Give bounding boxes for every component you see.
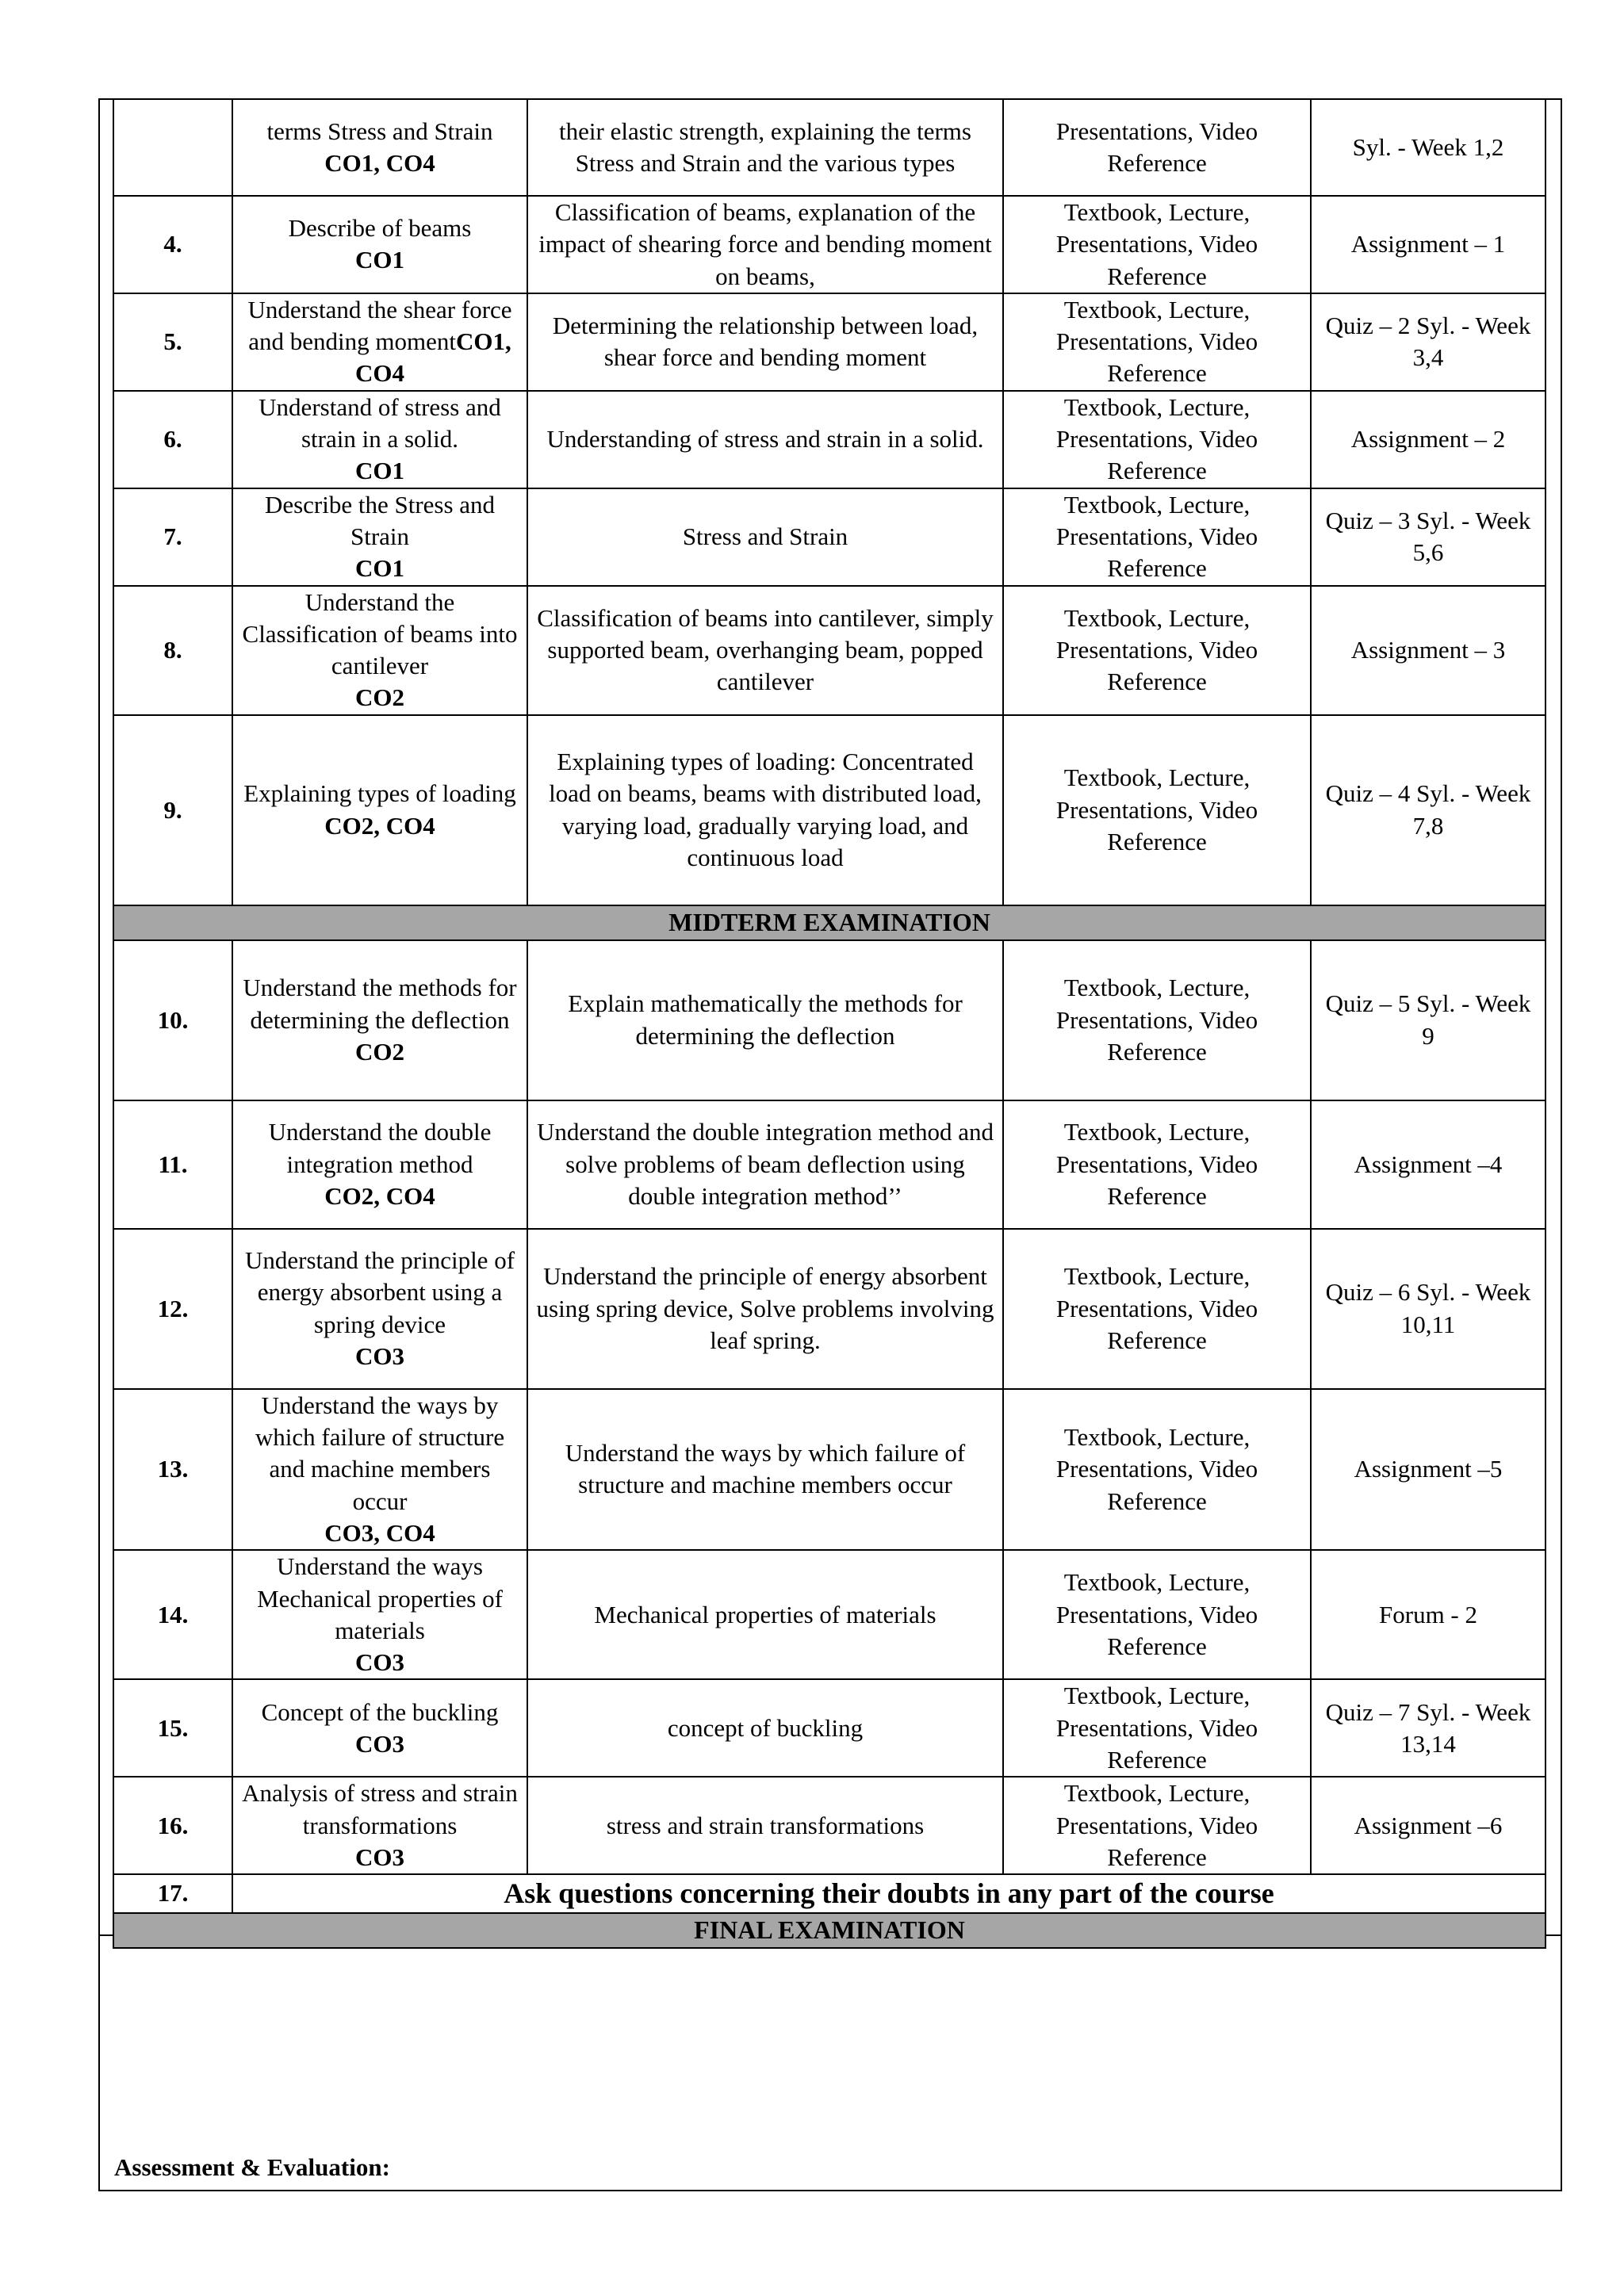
table-row [113, 99, 1545, 196]
topic-text: Understand the double integration method [268, 1118, 492, 1178]
final-label: FINAL EXAMINATION [113, 1913, 1545, 1948]
assessment-cell: Quiz – 5 Syl. - Week 9 [1311, 940, 1545, 1100]
midterm-row [113, 905, 1545, 940]
assessment-cell: Assignment – 1 [1311, 196, 1545, 293]
method-cell: Textbook, Lecture, Presentations, Video Reference [1003, 1389, 1311, 1550]
table-row [113, 293, 1545, 391]
table-row [113, 586, 1545, 715]
topic-cell [232, 196, 527, 293]
table-row [113, 196, 1545, 293]
content-cell: Explain mathematically the methods for determining the deflection [527, 940, 1003, 1100]
content-cell: their elastic strength, explaining the terms Stress and Strain and the various types [527, 99, 1003, 196]
course-outcome: CO3 [355, 1648, 404, 1677]
row-number: 16. [113, 1777, 232, 1874]
content-cell: Mechanical properties of materials [527, 1550, 1003, 1679]
course-outcome: CO1 [355, 457, 404, 485]
row-number: 7. [113, 488, 232, 586]
table-row [113, 391, 1545, 488]
row-number: 10. [113, 940, 232, 1100]
row-number: 17. [113, 1874, 232, 1913]
content-cell: Understanding of stress and strain in a solid. [527, 391, 1003, 488]
method-cell: Textbook, Lecture, Presentations, Video Reference [1003, 293, 1311, 391]
method-cell: Textbook, Lecture, Presentations, Video Reference [1003, 1100, 1311, 1229]
assessment-cell: Assignment – 3 [1311, 586, 1545, 715]
assessment-cell: Assignment – 2 [1311, 391, 1545, 488]
row-number: 8. [113, 586, 232, 715]
assessment-cell: Quiz – 2 Syl. - Week 3,4 [1311, 293, 1545, 391]
topic-cell [232, 391, 527, 488]
topic-text: Concept of the buckling [261, 1697, 499, 1726]
course-plan-table [113, 98, 1546, 1949]
assessment-cell: Assignment –5 [1311, 1389, 1545, 1550]
topic-cell [232, 293, 527, 391]
course-outcome: CO1 [355, 554, 404, 583]
method-cell: Textbook, Lecture, Presentations, Video Reference [1003, 196, 1311, 293]
method-cell: Textbook, Lecture, Presentations, Video Reference [1003, 488, 1311, 586]
content-cell: Understand the ways by which failure of structure and machine members occur [527, 1389, 1003, 1550]
table-row [113, 1874, 1545, 1913]
row-number [113, 99, 232, 196]
row-number: 12. [113, 1229, 232, 1389]
assessment-cell: Quiz – 3 Syl. - Week 5,6 [1311, 488, 1545, 586]
topic-text: Understand the Classification of beams into cantilever [242, 587, 518, 680]
row-number: 14. [113, 1550, 232, 1679]
topic-text: Understand the principle of energy absorbent using a spring device [244, 1246, 515, 1338]
content-cell: concept of buckling [527, 1679, 1003, 1777]
assessment-cell: Quiz – 4 Syl. - Week 7,8 [1311, 715, 1545, 905]
course-outcome: CO2, CO4 [324, 811, 435, 840]
assessment-cell: Syl. - Week 1,2 [1311, 99, 1545, 196]
content-cell: stress and strain transformations [527, 1777, 1003, 1874]
topic-cell [232, 1100, 527, 1229]
table-row [113, 1550, 1545, 1679]
method-cell: Textbook, Lecture, Presentations, Video Reference [1003, 1777, 1311, 1874]
topic-cell [232, 586, 527, 715]
content-cell: Classification of beams into cantilever, simply supported beam, overhanging beam, popped cantilever [527, 586, 1003, 715]
questions-cell: Ask questions concerning their doubts in any part of the course [232, 1874, 1545, 1913]
method-cell: Textbook, Lecture, Presentations, Video Reference [1003, 391, 1311, 488]
method-cell: Textbook, Lecture, Presentations, Video Reference [1003, 715, 1311, 905]
course-outcome: CO1, CO4 [355, 327, 511, 388]
content-cell: Explaining types of loading: Concentrated load on beams, beams with distributed load, varying load, gradually varying load, and continuous load [527, 715, 1003, 905]
table-row [113, 1777, 1545, 1874]
topic-text: terms Stress and Strain [266, 117, 493, 145]
table-row [113, 1229, 1545, 1389]
course-outcome: CO3 [355, 1342, 404, 1371]
table-row [113, 1389, 1545, 1550]
course-outcome: CO2, CO4 [324, 1181, 435, 1210]
method-cell: Textbook, Lecture, Presentations, Video Reference [1003, 586, 1311, 715]
content-cell: Determining the relationship between load, shear force and bending moment [527, 293, 1003, 391]
table-row [113, 1100, 1545, 1229]
row-number: 4. [113, 196, 232, 293]
assessment-cell: Assignment –4 [1311, 1100, 1545, 1229]
topic-text: Understand of stress and strain in a solid. [259, 392, 501, 453]
method-cell: Textbook, Lecture, Presentations, Video Reference [1003, 1550, 1311, 1679]
topic-text: Understand the ways Mechanical properties of materials [257, 1552, 503, 1644]
method-cell: Textbook, Lecture, Presentations, Video Reference [1003, 1679, 1311, 1777]
topic-text: Describe the Stress and Strain [264, 490, 496, 550]
table-row [113, 1679, 1545, 1777]
row-number: 6. [113, 391, 232, 488]
row-number: 15. [113, 1679, 232, 1777]
content-cell: Understand the double integration method and solve problems of beam deflection using double integration method’’ [527, 1100, 1003, 1229]
topic-cell [232, 488, 527, 586]
assessment-cell: Quiz – 7 Syl. - Week 13,14 [1311, 1679, 1545, 1777]
method-cell: Textbook, Lecture, Presentations, Video Reference [1003, 940, 1311, 1100]
content-cell: Stress and Strain [527, 488, 1003, 586]
course-outcome: CO2 [355, 683, 404, 712]
topic-text: Understand the methods for determining the deflection [243, 974, 517, 1034]
table-row [113, 940, 1545, 1100]
topic-text: Understand the ways by which failure of structure and machine members occur [255, 1391, 505, 1515]
topic-cell [232, 1679, 527, 1777]
topic-text: Explaining types of loading [243, 779, 516, 808]
content-cell: Understand the principle of energy absorbent using spring device, Solve problems involving leaf spring. [527, 1229, 1003, 1389]
course-outcome: CO3 [355, 1729, 404, 1758]
row-number: 5. [113, 293, 232, 391]
topic-cell [232, 940, 527, 1100]
topic-text: Analysis of stress and strain transformations [242, 1779, 518, 1839]
method-cell: Presentations, Video Reference [1003, 99, 1311, 196]
content-cell: Classification of beams, explanation of the impact of shearing force and bending moment on beams, [527, 196, 1003, 293]
method-cell: Textbook, Lecture, Presentations, Video Reference [1003, 1229, 1311, 1389]
row-number: 9. [113, 715, 232, 905]
topic-cell [232, 1550, 527, 1679]
course-outcome: CO1 [355, 246, 404, 274]
table-row [113, 488, 1545, 586]
topic-text: Understand the shear force and bending moment [247, 295, 512, 356]
course-outcome: CO2 [355, 1037, 404, 1066]
midterm-label: MIDTERM EXAMINATION [113, 905, 1545, 940]
assessment-cell: Assignment –6 [1311, 1777, 1545, 1874]
assessment-cell: Quiz – 6 Syl. - Week 10,11 [1311, 1229, 1545, 1389]
final-row [113, 1913, 1545, 1948]
topic-cell [232, 1229, 527, 1389]
topic-cell [232, 1389, 527, 1550]
table-row [113, 715, 1545, 905]
course-outcome: CO3, CO4 [324, 1518, 435, 1547]
row-number: 13. [113, 1389, 232, 1550]
topic-cell [232, 715, 527, 905]
topic-cell [232, 1777, 527, 1874]
topic-text: Describe of beams [288, 214, 472, 243]
course-outcome: CO1, CO4 [324, 149, 435, 177]
course-outcome: CO3 [355, 1843, 404, 1871]
assessment-heading: Assessment & Evaluation: [114, 2153, 390, 2181]
assessment-cell: Forum - 2 [1311, 1550, 1545, 1679]
topic-cell [232, 99, 527, 196]
row-number: 11. [113, 1100, 232, 1229]
